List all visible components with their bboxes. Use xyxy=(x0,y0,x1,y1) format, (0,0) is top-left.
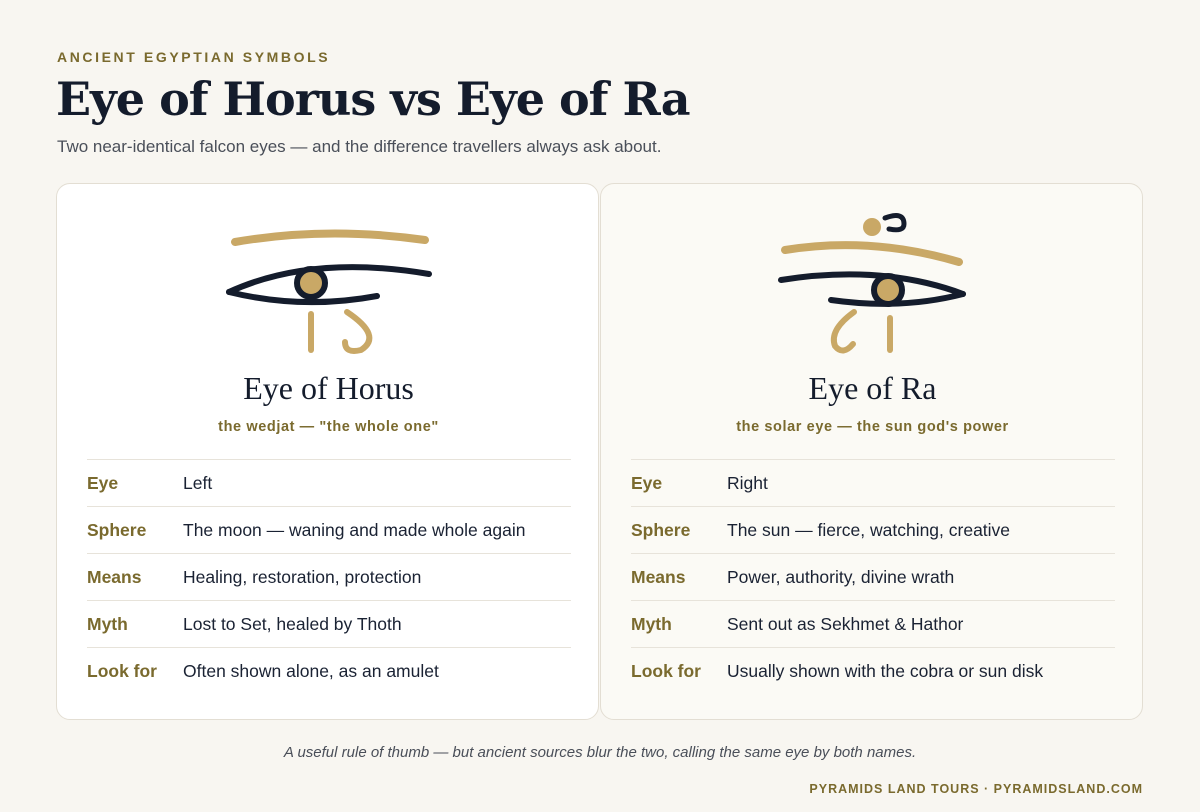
row-label: Sphere xyxy=(87,519,147,540)
row-label: Eye xyxy=(87,472,119,493)
row-value: Often shown alone, as an amulet xyxy=(183,660,439,681)
ra-row-eye xyxy=(631,459,1115,506)
page-subtitle: Two near-identical falcon eyes — and the difference travellers always ask about. xyxy=(57,137,662,156)
ra-title: Eye of Ra xyxy=(808,370,937,406)
horus-tagline: the wedjat — "the whole one" xyxy=(218,419,439,435)
eyebrow-label: ANCIENT EGYPTIAN SYMBOLS xyxy=(57,49,331,65)
horus-row-myth xyxy=(87,600,571,647)
row-label: Look for xyxy=(631,660,701,681)
row-value: The moon — waning and made whole again xyxy=(183,519,526,540)
row-label: Means xyxy=(87,566,142,587)
row-value: Sent out as Sekhmet & Hathor xyxy=(727,613,964,634)
row-value: Usually shown with the cobra or sun disk xyxy=(727,660,1044,681)
credit-line: PYRAMIDS LAND TOURS · PYRAMIDSLAND.COM xyxy=(809,782,1143,796)
ra-tagline: the solar eye — the sun god's power xyxy=(736,419,1009,435)
row-value: Power, authority, divine wrath xyxy=(727,566,955,587)
page-title: Eye of Horus vs Eye of Ra xyxy=(56,72,690,126)
ra-card xyxy=(600,183,1143,720)
row-label: Myth xyxy=(87,613,128,634)
row-label: Means xyxy=(631,566,686,587)
row-label: Eye xyxy=(631,472,663,493)
row-value: Healing, restoration, protection xyxy=(183,566,422,587)
row-value: The sun — fierce, watching, creative xyxy=(727,519,1011,540)
horus-card xyxy=(56,183,599,720)
horus-row-eye xyxy=(87,459,571,506)
horus-facts-table xyxy=(87,459,571,694)
left-eye-icon xyxy=(57,184,600,374)
row-label: Myth xyxy=(631,613,672,634)
horus-row-sphere xyxy=(87,506,571,553)
horus-title: Eye of Horus xyxy=(243,370,414,406)
horus-row-means xyxy=(87,553,571,600)
ra-row-myth xyxy=(631,600,1115,647)
ra-row-look-for xyxy=(631,647,1115,694)
row-label: Look for xyxy=(87,660,157,681)
row-value: Lost to Set, healed by Thoth xyxy=(183,613,402,634)
row-label: Sphere xyxy=(631,519,691,540)
row-value: Left xyxy=(183,472,213,493)
right-eye-with-sun-disk-icon xyxy=(601,184,1144,374)
ra-row-sphere xyxy=(631,506,1115,553)
row-value: Right xyxy=(727,472,768,493)
ra-row-means xyxy=(631,553,1115,600)
horus-row-look-for xyxy=(87,647,571,694)
footnote: A useful rule of thumb — but ancient sources blur the two, calling the same eye by both names. xyxy=(283,744,917,761)
ra-facts-table xyxy=(631,459,1115,694)
